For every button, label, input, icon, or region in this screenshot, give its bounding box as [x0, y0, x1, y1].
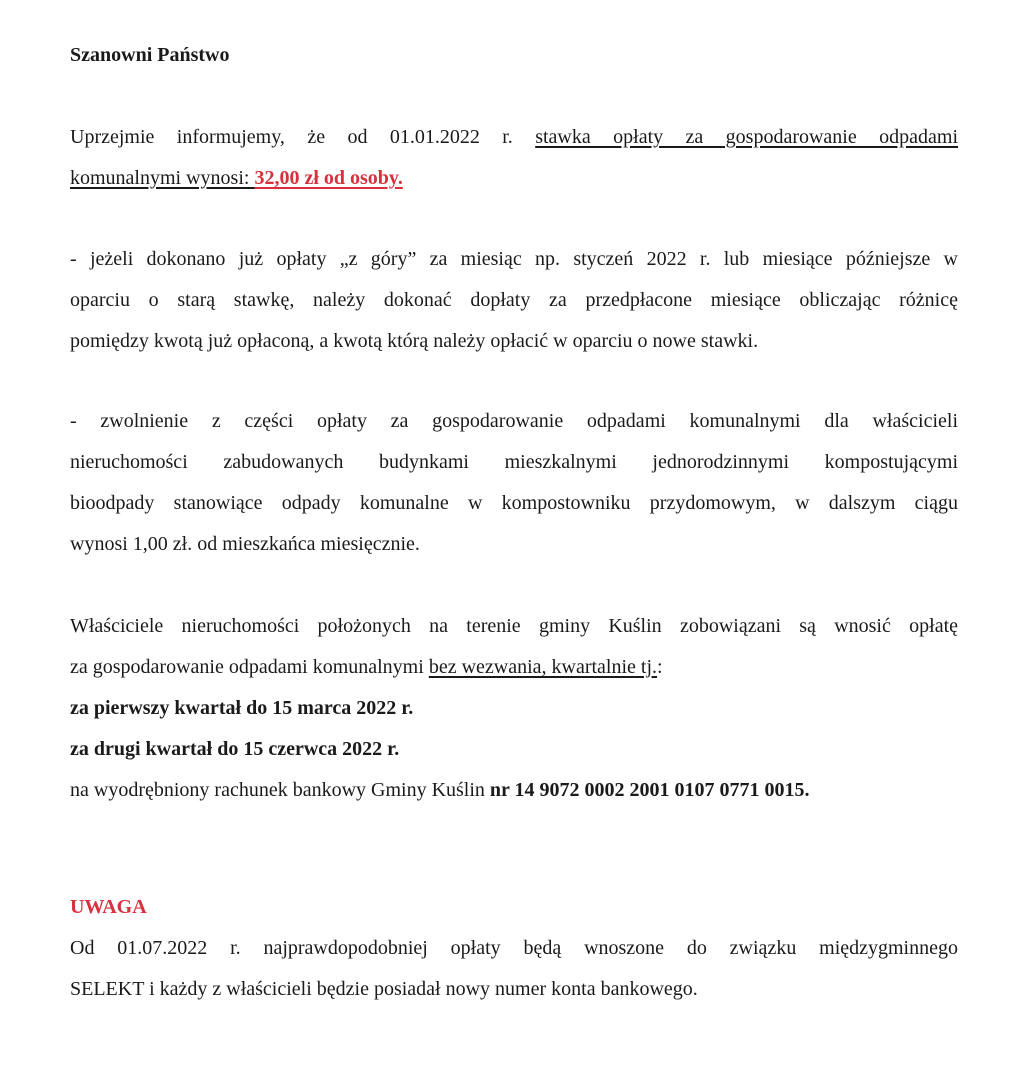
exemption-paragraph	[70, 401, 958, 565]
exemption-line-2: nieruchomości zabudowanych budynkami mieszkalnymi jednorodzinnymi kompostującymi	[70, 451, 958, 473]
exemption-line-1: - zwolnienie z części opłaty za gospodarowanie odpadami komunalnymi dla właścicieli	[70, 410, 958, 432]
notice-paragraph	[70, 928, 958, 1010]
prepayment-paragraph	[70, 239, 958, 362]
notice-heading: UWAGA	[70, 896, 147, 918]
prepayment-line-1: - jeżeli dokonano już opłaty „z góry” za miesiąc np. styczeń 2022 r. lub miesiące późniejsze w	[70, 248, 958, 270]
bank-account-prefix: na wyodrębniony rachunek bankowy Gminy Kuślin	[70, 779, 490, 801]
payment-terms: bez wezwania, kwartalnie tj.	[428, 656, 658, 678]
greeting: Szanowni Państwo	[70, 44, 230, 66]
exemption-line-4: wynosi 1,00 zł. od mieszkańca miesięcznie.	[70, 533, 420, 555]
bank-account-line	[70, 770, 958, 811]
payment-line-2-prefix: za gospodarowanie odpadami komunalnymi	[70, 656, 429, 678]
rate-line-1	[70, 117, 958, 158]
rate-underlined-2: komunalnymi wynosi:	[70, 167, 255, 189]
rate-amount: 32,00 zł od osoby.	[254, 167, 403, 189]
rate-paragraph	[70, 117, 958, 199]
deadline-q2: za drugi kwartał do 15 czerwca 2022 r.	[70, 738, 400, 760]
notice-line-1: Od 01.07.2022 r. najprawdopodobniej opłaty będą wnoszone do związku międzygminnego	[70, 937, 958, 959]
payment-paragraph	[70, 606, 958, 811]
rate-prefix: Uprzejmie informujemy, że od 01.01.2022 r.	[70, 126, 536, 148]
prepayment-line-2: oparciu o starą stawkę, należy dokonać dopłaty za przedpłacone miesiące obliczając różnicę	[70, 289, 958, 311]
payment-line-2	[70, 647, 958, 688]
notice-line-2: SELEKT i każdy z właścicieli będzie posiadał nowy numer konta bankowego.	[70, 978, 698, 1000]
payment-line-2-suffix: :	[657, 656, 663, 678]
rate-line-2	[70, 158, 958, 199]
prepayment-line-3: pomiędzy kwotą już opłaconą, a kwotą którą należy opłacić w oparciu o nowe stawki.	[70, 330, 759, 352]
rate-underlined-1: stawka opłaty za gospodarowanie odpadami	[535, 126, 958, 148]
exemption-line-3: bioodpady stanowiące odpady komunalne w kompostowniku przydomowym, w dalszym ciągu	[70, 492, 958, 514]
deadline-q1: za pierwszy kwartał do 15 marca 2022 r.	[70, 697, 414, 719]
payment-line-1: Właściciele nieruchomości położonych na terenie gminy Kuślin zobowiązani są wnosić opłatę	[70, 615, 958, 637]
bank-account-number: nr 14 9072 0002 2001 0107 0771 0015.	[489, 779, 810, 801]
